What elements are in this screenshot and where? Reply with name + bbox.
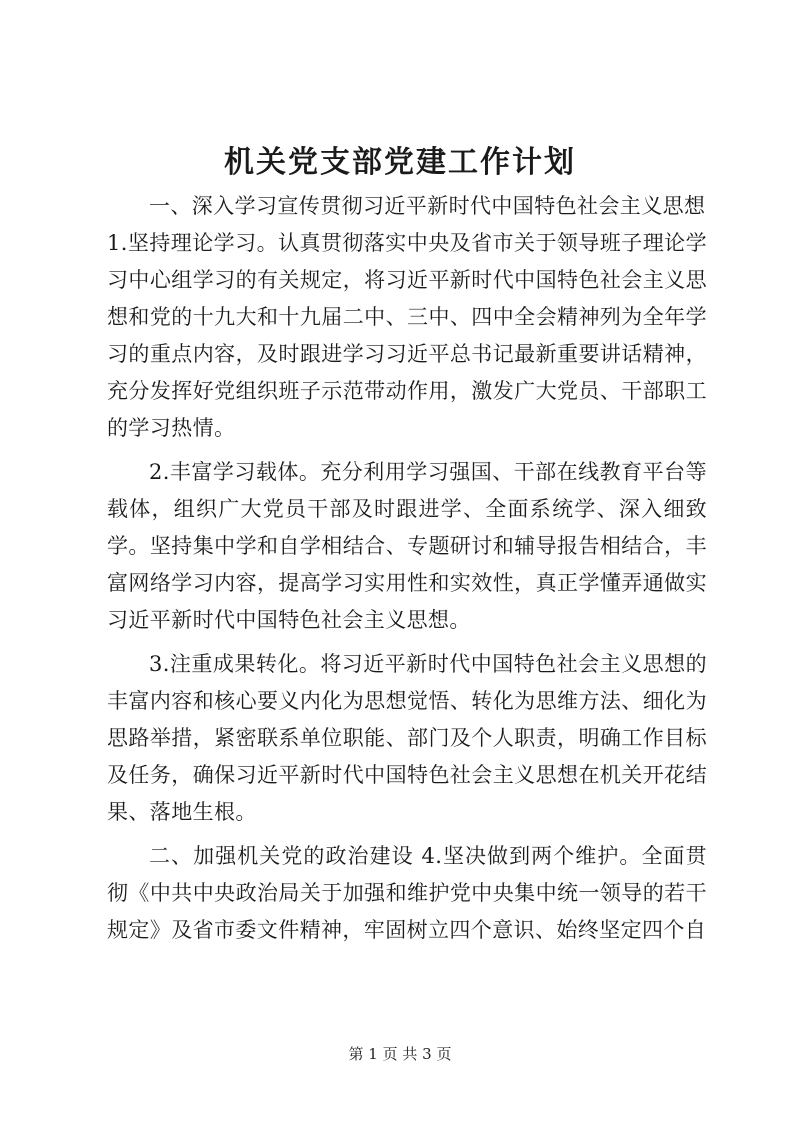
- page-number-footer: 第 1 页 共 3 页: [348, 1045, 452, 1063]
- section-heading-1: 一、深入学习宣传贯彻习近平新时代中国特色社会主义思想: [149, 194, 706, 218]
- document-body: [107, 188, 707, 949]
- paragraph-1: 1.坚持理论学习。认真贯彻落实中央及省市关于领导班子理论学习中心组学习的有关规定，将习近平新时代中国特色社会主义思想和党的十九大和十九届二中、三中、四中全会精神列为全年学习的重点内容，及时跟进学习习近平总书记最新重要讲话精神，充分发挥好党组织班子示范带动作用，激发广大党员、干部职工的学习热情。: [107, 231, 707, 440]
- paragraph-4: 二、加强机关党的政治建设 4.坚决做到两个维护。全面贯彻《中共中央政治局关于加强和维护党中央集中统一领导的若干规定》及省市委文件精神，牢固树立四个意识、始终坚定四个自: [107, 844, 707, 942]
- document-title: 机关党支部党建工作计划: [224, 145, 576, 180]
- paragraph-2: 2.丰富学习载体。充分利用学习强国、干部在线教育平台等载体，组织广大党员干部及时跟进学、全面系统学、深入细致学。坚持集中学和自学相结合、专题研讨和辅导报告相结合，丰富网络学习内容，提高学习实用性和实效性，真正学懂弄通做实习近平新时代中国特色社会主义思想。: [107, 460, 707, 632]
- paragraph-3: 3.注重成果转化。将习近平新时代中国特色社会主义思想的丰富内容和核心要义内化为思想觉悟、转化为思维方法、细化为思路举措，紧密联系单位职能、部门及个人职责，明确工作目标及任务，确保习近平新时代中国特色社会主义思想在机关开花结果、落地生根。: [107, 652, 707, 824]
